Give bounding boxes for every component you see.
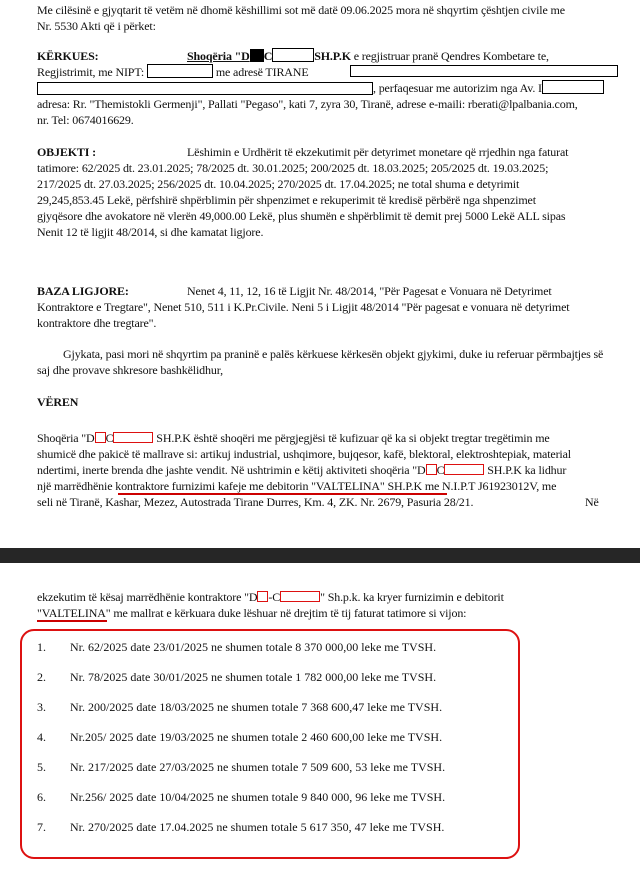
- redaction-box: [426, 464, 437, 475]
- redaction-box: [350, 65, 618, 77]
- veren-text: Shoqëria "D: [37, 431, 95, 445]
- veren-text: C: [436, 463, 445, 477]
- kerkues-line-3: [373, 80, 604, 96]
- veren-text: SH.P.K ka lidhur: [487, 463, 567, 477]
- page-separator: [0, 548, 640, 563]
- veren-line: Në: [585, 495, 599, 509]
- redaction-box: [444, 464, 484, 475]
- kerkues-registration-text: e regjistruar pranë Qendres Kombetare te,: [353, 49, 549, 63]
- objekti-label: [37, 144, 96, 160]
- baza-line: kontraktore dhe tregtare".: [37, 316, 157, 330]
- page2-line: [37, 589, 504, 605]
- gjykata-line: Gjykata, pasi mori në shqyrtim pa praninë e palës kërkuese kërkesën objekt gjykimi, duke iu referuar përmbajtjes së: [63, 347, 604, 361]
- gjykata-line: saj dhe provave shkresore bashkëlidhur,: [37, 363, 223, 377]
- invoice-text: Nr.256/ 2025 date 10/04/2025 ne shumen totale 9 840 000, 96 leke me TVSH.: [70, 790, 446, 804]
- invoice-text: Nr. 217/2025 date 27/03/2025 ne shumen totale 7 509 600, 53 leke me TVSH.: [70, 760, 446, 774]
- list-item: [37, 729, 46, 745]
- veren-text: SH.P.K është shoqëri me përgjegjësi të kufizuar që ka si objekt tregtar tregëtimin me: [156, 431, 550, 445]
- intro-line-2: Nr. 5530 Akti që i përket:: [37, 19, 156, 33]
- veren-line: seli në Tiranë, Kashar, Mezez, Autostrada Tirane Durres, Km. 4, ZK. Nr. 2679, Pasuria 28/21.: [37, 495, 474, 509]
- nipt-label: Regjistrimit, me NIPT:: [37, 65, 145, 79]
- intro-line-1: Me cilësinë e gjyqtarit të vetëm në dhomë këshillimi sot më datë 09.06.2025 mora në shqyrtim çështjen civile me: [37, 3, 565, 17]
- kerkues-line-4: adresa: Rr. "Themistokli Germenji", Pallati "Pegaso", kati 7, zyra 30, Tiranë, adrese e-maili: rberati@lpalbania.com,: [37, 97, 578, 111]
- list-item: [37, 789, 46, 805]
- redaction-box: [147, 64, 213, 78]
- redaction-box: [280, 591, 320, 602]
- company-name-mid: C: [263, 49, 273, 63]
- red-underline: [37, 620, 107, 622]
- list-item: [37, 699, 46, 715]
- veren-heading: VËREN: [37, 395, 79, 409]
- invoice-text: Nr.205/ 2025 date 19/03/2025 ne shumen totale 2 460 600,00 leke me TVSH.: [70, 730, 443, 744]
- redaction-box: [272, 48, 314, 62]
- list-item: [70, 699, 442, 715]
- list-number: 2.: [37, 670, 46, 684]
- objekti-line: 29,245,853.45 Lekë, përfshirë shpërblimin për shpenzimet e rekuperimit të kredisë përbërë nga shpenzimet: [37, 193, 536, 207]
- invoice-text: Nr. 62/2025 date 23/01/2025 ne shumen totale 8 370 000,00 leke me TVSH.: [70, 640, 437, 654]
- list-item: [37, 639, 46, 655]
- list-item: [70, 669, 436, 685]
- objekti-colon: :: [92, 145, 97, 159]
- list-number: 3.: [37, 700, 46, 714]
- list-item: [70, 759, 445, 775]
- veren-line: shumicë dhe pakicë të mallrave si: artikuj industrial, ushqimore, bujqesor, kafë, blektoral, elektroshtepiak, material: [37, 447, 571, 461]
- kerkues-line-1: [187, 48, 549, 64]
- list-item: [70, 729, 442, 745]
- veren-line: një marrëdhënie kontraktore furnizimi kafeje me debitorin "VALTELINA" SH.P.K me N.I.P.T J61923012V, me: [37, 479, 557, 493]
- page2-text: ekzekutim të kësaj marrëdhënie kontraktore "D: [37, 590, 258, 604]
- invoice-text: Nr. 270/2025 date 17.04.2025 ne shumen totale 5 617 350, 47 leke me TVSH.: [70, 820, 445, 834]
- list-number: 6.: [37, 790, 46, 804]
- list-item: [70, 789, 445, 805]
- objekti-line: tatimore: 62/2025 dt. 23.01.2025; 78/2025 dt. 30.01.2025; 200/2025 dt. 18.03.2025; 205/2025 dt. 19.03.2025;: [37, 161, 549, 175]
- objekti-line: 217/2025 dt. 27.03.2025; 256/2025 dt. 10.04.2025; 270/2025 dt. 17.04.2025; ne total shuma e detyrimit: [37, 177, 520, 191]
- list-item: [70, 639, 436, 655]
- veren-text: C: [105, 431, 114, 445]
- document-page-2: [0, 563, 640, 870]
- invoice-text: Nr. 78/2025 date 30/01/2025 ne shumen totale 1 782 000,00 leke me TVSH.: [70, 670, 437, 684]
- baza-label: BAZA LIGJORE:: [37, 284, 129, 298]
- objekti-line: gjyqësore dhe avokatore në vlerën 49,000.00 Lekë, plus shumën e shpërblimit të demit prej 5000 Lekë ALL sipas: [37, 209, 566, 223]
- redaction-box: [37, 82, 373, 95]
- kerkues-label: KËRKUES:: [37, 49, 99, 63]
- invoice-text: Nr. 200/2025 date 18/03/2025 ne shumen totale 7 368 600,47 leke me TVSH.: [70, 700, 443, 714]
- list-item: [37, 819, 46, 835]
- authorization-text: , perfaqesuar me autorizim nga Av. I: [373, 81, 542, 95]
- baza-line: Kontraktore e Tregtare", Nenet 510, 511 i K.Pr.Civile. Neni 5 i Ligjit 48/2014 "Për pagesat e vonuara në detyrimet: [37, 300, 570, 314]
- page2-text: " Sh.p.k. ka kryer furnizimin e debitorit: [320, 590, 504, 604]
- kerkues-line-2: [37, 64, 309, 80]
- redaction-box: [542, 80, 604, 94]
- list-number: 4.: [37, 730, 46, 744]
- list-number: 1.: [37, 640, 46, 654]
- company-name-prefix: Shoqëria "D: [187, 49, 250, 63]
- kerkues-line-5: nr. Tel: 0674016629.: [37, 113, 134, 127]
- redaction-box: [113, 432, 153, 443]
- list-item: [37, 669, 46, 685]
- veren-line: [37, 462, 566, 478]
- list-item: [37, 759, 46, 775]
- page2-text: -C: [268, 590, 281, 604]
- list-item: [70, 819, 444, 835]
- objekti-label-text: OBJEKTI: [37, 145, 90, 159]
- list-number: 5.: [37, 760, 46, 774]
- redaction-box: [257, 591, 268, 602]
- redaction-box: [250, 49, 264, 62]
- address-text: me adresë TIRANE: [215, 65, 309, 79]
- redaction-box: [95, 432, 106, 443]
- baza-line: Nenet 4, 11, 12, 16 të Ligjit Nr. 48/2014, "Për Pagesat e Vonuara në Detyrimet: [187, 284, 552, 298]
- objekti-line: Nenit 12 të ligjit 48/2014, si dhe kamatat ligjore.: [37, 225, 264, 239]
- objekti-line: Lëshimin e Urdhërit të ekzekutimit për detyrimet monetare që rrjedhin nga faturat: [187, 145, 569, 159]
- veren-text: ndertimi, inerte brenda dhe jashte vendit. Në ushtrimin e këtij aktiviteti shoqëria "D: [37, 463, 426, 477]
- list-number: 7.: [37, 820, 46, 834]
- page2-line: "VALTELINA" me mallrat e kërkuara duke lëshuar në drejtim të tij faturat tatimore si vijon:: [37, 606, 467, 620]
- company-name-suffix: SH.P.K: [314, 49, 351, 63]
- veren-line: [37, 430, 550, 446]
